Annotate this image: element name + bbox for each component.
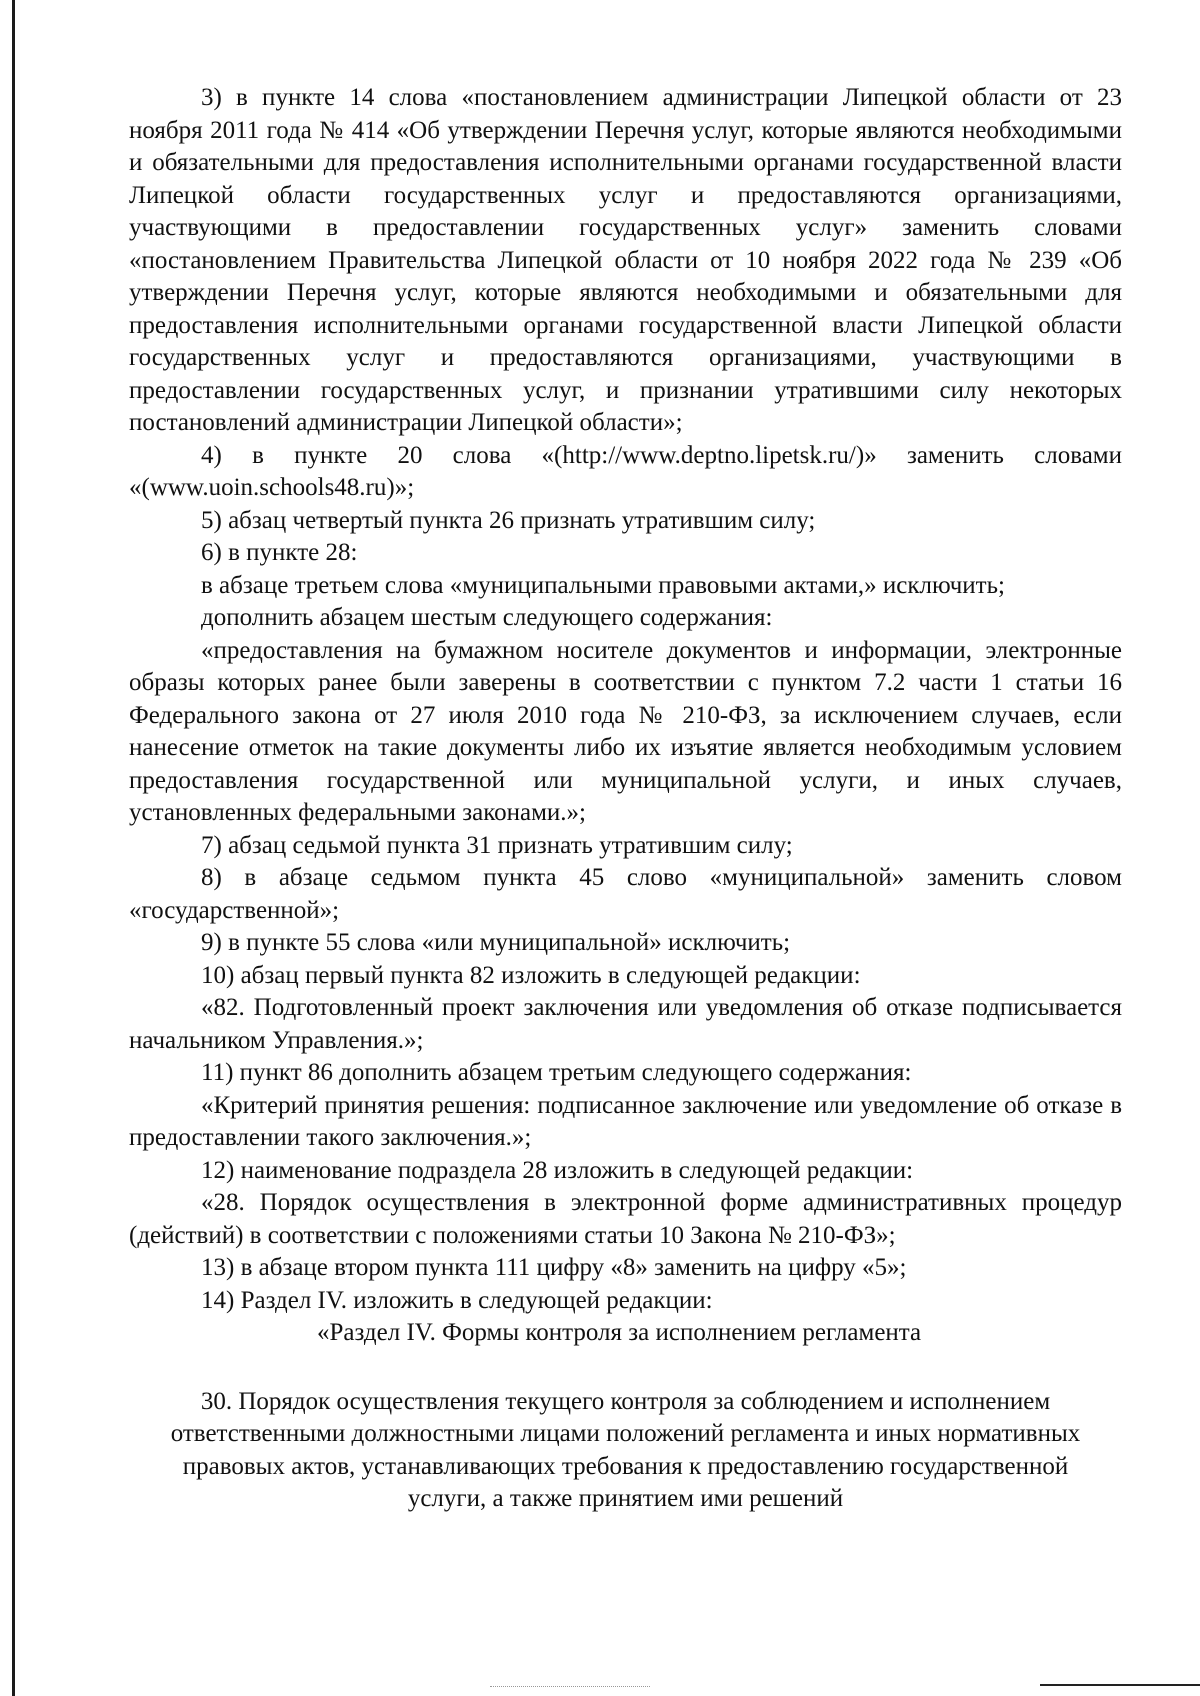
paragraph-item-6-b: дополнить абзацем шестым следующего содержания: [201, 604, 773, 631]
paragraph-item-6-quote: «предоставления на бумажном носителе документов и информации, электронные образы которых ранее были заверены в соответствии с пунктом 7.2 части 1 статьи 16 Федерального закона от 27 июля 2010 года № 210-ФЗ, за исключением случаев, если нанесение отметок на такие документы либо их изъятие является необходимым условием предоставления государственной или муниципальной услуги, и иных случаев, установленных федеральными законами.»; [129, 636, 1122, 826]
section-title: «Раздел IV. Формы контроля за исполнением регламента [317, 1319, 922, 1346]
paragraph-item-10: 10) абзац первый пункта 82 изложить в следующей редакции: [201, 961, 861, 989]
paragraph-item-6-a: в абзаце третьем слова «муниципальными правовыми актами,» исключить; [201, 571, 1005, 599]
paragraph-item-9: 9) в пункте 55 слова «или муниципальной» исключить; [201, 929, 791, 956]
paragraph-item-7: 7) абзац седьмой пункта 31 признать утратившим силу; [201, 831, 793, 859]
paragraph-item-4: 4) в пункте 20 слова «(http://www.deptno.lipetsk.ru/)» заменить словами «(www.uoin.schools48.ru)»; [129, 441, 1122, 501]
paragraph-item-11: 11) пункт 86 дополнить абзацем третьим следующего содержания: [201, 1059, 912, 1086]
paragraph-item-8: 8) в абзаце седьмом пункта 45 слово «муниципальной» заменить словом «государственной»; [129, 864, 1122, 924]
paragraph-item-3: 3) в пункте 14 слова «постановлением администрации Липецкой области от 23 ноября 2011 года № 414 «Об утверждении Перечня услуг, которые являются необходимыми и обязательными для предоставления исполнительными органами государственной власти Липецкой области государственных услуг и предоставляются организациями, участвующими в предоставлении государственных услуг» заменить словами «постановлением Правительства Липецкой области от 10 ноября 2022 года № 239 «Об утверждении Перечня услуг, которые являются необходимыми и обязательными для предоставления исполнительными органами государственной власти Липецкой области государственных услуг и предоставляются организациями, участвующими в предоставлении государственных услуг, и признании утратившими силу некоторых постановлений администрации Липецкой области»; [129, 84, 1122, 436]
document-body [129, 82, 1122, 1516]
scan-left-border [12, 0, 15, 1696]
paragraph-item-11-quote: «Критерий принятия решения: подписанное заключение или уведомление об отказе в предоставлении такого заключения.»; [129, 1091, 1122, 1151]
paragraph-item-6: 6) в пункте 28: [201, 539, 358, 566]
paragraph-item-14: 14) Раздел IV. изложить в следующей редакции: [201, 1286, 713, 1314]
paragraph-item-10-quote: «82. Подготовленный проект заключения или уведомления об отказе подписывается начальником Управления.»; [129, 994, 1122, 1054]
paragraph-item-12: 12) наименование подраздела 28 изложить в следующей редакции: [201, 1156, 914, 1184]
subsection-heading: 30. Порядок осуществления текущего контроля за соблюдением и исполнением ответственными должностными лицами положений регламента и иных нормативных правовых актов, устанавливающих требования к предоставлению государственной услуги, а также принятием ими решений [170, 1387, 1081, 1512]
scan-bottom-dots [490, 1686, 650, 1688]
paragraph-item-12-quote: «28. Порядок осуществления в электронной форме административных процедур (действий) в соответствии с положениями статьи 10 Закона № 210-ФЗ»; [129, 1189, 1122, 1249]
scan-bottom-border [1040, 1684, 1200, 1686]
paragraph-item-13: 13) в абзаце втором пункта 111 цифру «8» заменить на цифру «5»; [201, 1254, 907, 1281]
paragraph-item-5: 5) абзац четвертый пункта 26 признать утратившим силу; [201, 506, 816, 534]
